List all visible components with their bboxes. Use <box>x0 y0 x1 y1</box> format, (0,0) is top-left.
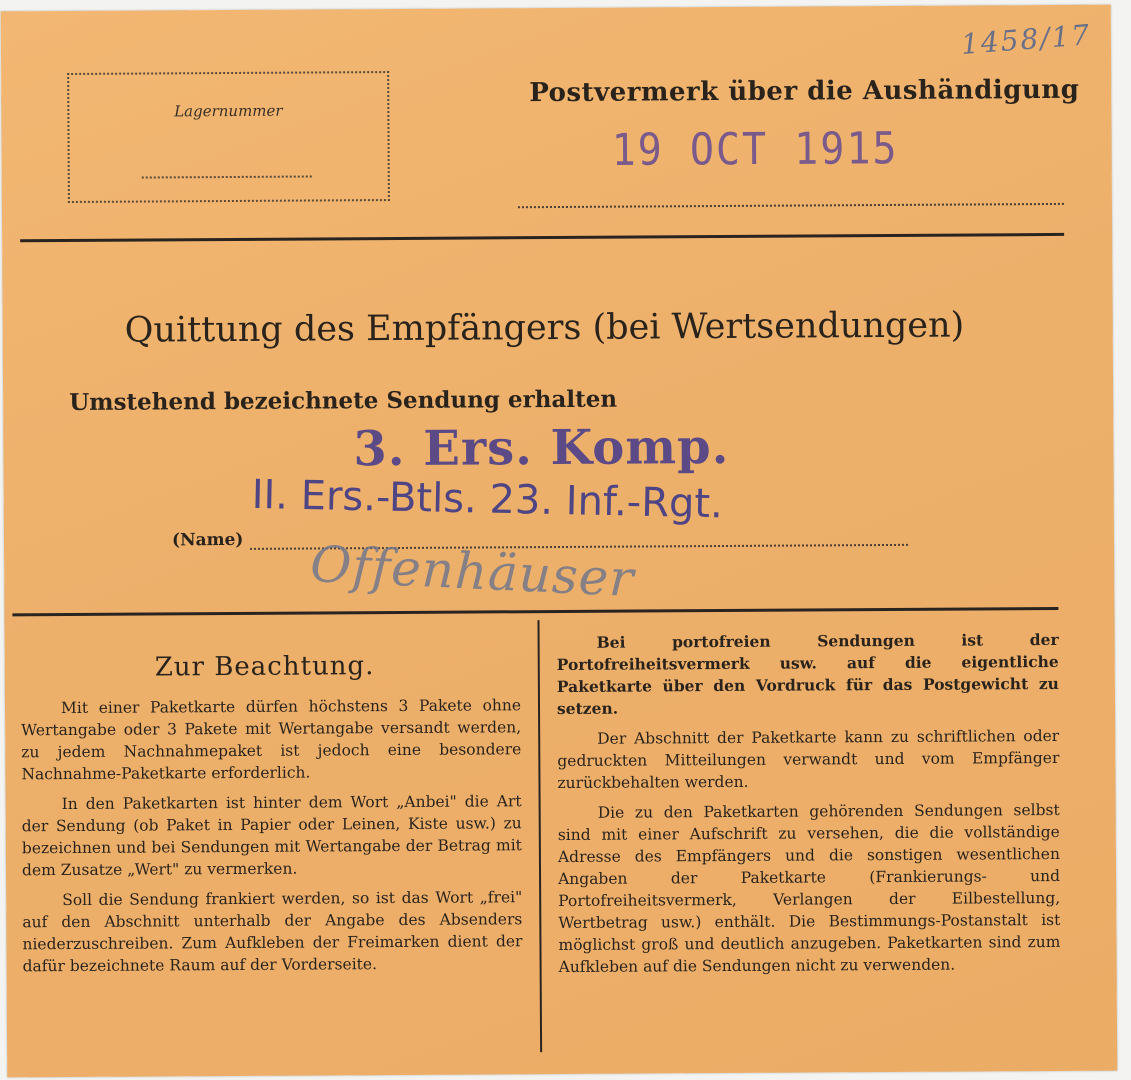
date-stamp: 19 OCT 1915 <box>611 123 899 176</box>
unit-stamp-line-1: 3. Ers. Komp. <box>353 418 730 478</box>
left-paragraph-2: In den Paketkarten ist hinter dem Wort „Anbei" die Art der Sendung (ob Paket in Papier oder Leinen, Kiste usw.) zu bezeichnen und bei Sendungen mit Wertangabe der Betrag mit dem Zusatze „Wert" zu vermerken. <box>21 792 522 880</box>
postvermerk-heading: Postvermerk über die Aushändigung <box>529 74 1080 109</box>
section-divider-top <box>20 233 1064 242</box>
postvermerk-dotted-line <box>518 203 1064 208</box>
right-paragraph-3: Die zu den Paketkarten gehörenden Sendungen selbst sind mit einer Aufschrift zu versehen, die die vollständige Adresse des Empfängers und die sonstigen wesentlichen Angaben der Paketkarte (Frankierungs- und Portofreiheitsvermerk, Verlangen der Eilbestellung, Wertbetrag usw.) enthält. Die Bestimmungs-Postanstalt ist möglichst groß und deutlich anzugeben. Paketkarten sind zum Aufkleben auf die Sendungen nicht zu verwenden. <box>557 800 1061 977</box>
name-label: (Name) <box>171 529 244 551</box>
column-divider <box>537 620 542 1052</box>
umstehend-text: Umstehend bezeichnete Sendung erhalten <box>69 385 618 416</box>
quittung-title: Quittung des Empfängers (bei Wertsendungen) <box>124 305 965 351</box>
unit-stamp-line-2: II. Ers.-Btls. 23. Inf.-Rgt. <box>251 471 724 528</box>
parcel-card <box>1 5 1117 1078</box>
left-paragraph-3: Soll die Sendung frankiert werden, so ist das Wort „frei" auf den Abschnitt unterhalb der Angabe des Absenders niederzuschreiben. Zum Aufkleben der Freimarken dient der dafür bezeichnete Raum auf der Vorderseite. <box>22 888 523 976</box>
right-instructions <box>557 629 1061 986</box>
left-instructions <box>21 694 523 985</box>
lagernummer-label: Lagernummer <box>174 101 283 121</box>
section-divider-middle <box>12 607 1058 616</box>
right-paragraph-1: Bei portofreien Sendungen ist der Portofreiheitsvermerk usw. auf die eigentliche Paketkarte über den Vordruck für das Postgewicht zu setzen. <box>556 629 1059 719</box>
right-paragraph-2: Der Abschnitt der Paketkarte kann zu schriftlichen oder gedruckten Mitteilungen verwandt und vom Empfänger zurückbehalten werden. <box>557 726 1060 793</box>
recipient-signature: Offenhäuser <box>309 535 636 608</box>
lagernummer-dotted-line <box>142 176 312 179</box>
lagernummer-box <box>67 71 390 203</box>
handwritten-corner-note: 1458/17 <box>959 18 1093 62</box>
beachtung-title: Zur Beachtung. <box>154 651 375 683</box>
left-paragraph-1: Mit einer Paketkarte dürfen höchstens 3 Pakete ohne Wertangabe oder 3 Pakete mit Wertangabe versandt werden, zu jedem Nachnahmepaket ist jedoch eine besondere Nachnahme-Paketkarte erforderlich. <box>21 696 522 784</box>
